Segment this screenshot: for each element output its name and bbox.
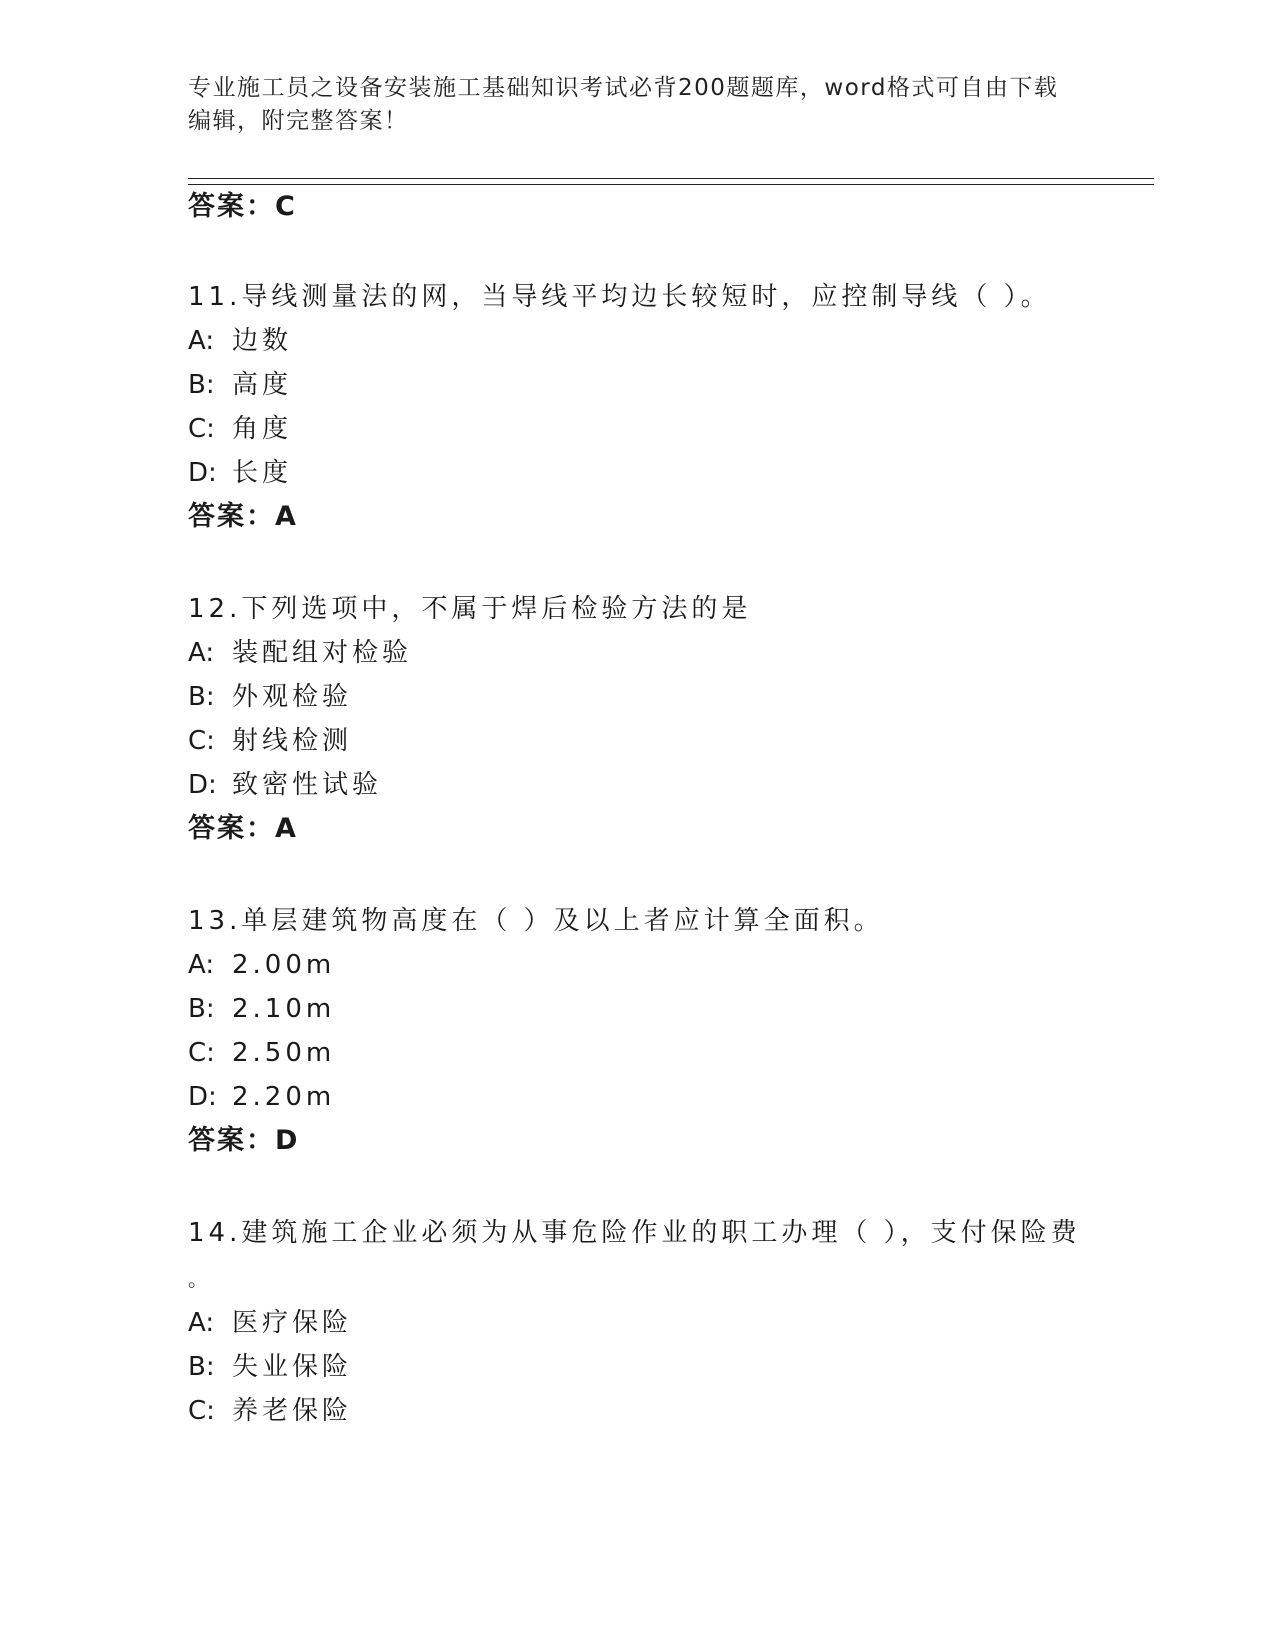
option-key: D: (188, 770, 217, 800)
option-text: 致密性试验 (232, 770, 383, 800)
option-text: 失业保险 (232, 1352, 353, 1382)
option-key: B: (188, 370, 215, 400)
option-key: B: (188, 682, 215, 712)
option-key: A: (188, 1308, 215, 1338)
option-key: C: (188, 1038, 215, 1068)
question-12-option-b (188, 680, 352, 714)
option-text: 射线检测 (232, 726, 353, 756)
question-12-option-c (188, 724, 352, 758)
question-11-option-a (188, 324, 292, 358)
option-text: 2.10m (232, 994, 336, 1024)
header-divider-top (188, 178, 1154, 179)
option-text: 角度 (232, 414, 293, 444)
question-14-stem: 14.建筑施工企业必须为从事危险作业的职工办理（ ），支付保险费 (188, 1218, 1081, 1248)
question-13-option-b (188, 992, 335, 1026)
question-14-option-c (188, 1394, 352, 1428)
option-text: 2.20m (232, 1082, 336, 1112)
option-key: C: (188, 1396, 215, 1426)
question-12-answer: 答案：A (188, 813, 298, 844)
header-title-line-1: 专业施工员之设备安装施工基础知识考试必背200题题库，word格式可自由下载 (188, 75, 1059, 101)
question-11-option-d (188, 456, 292, 490)
option-text: 边数 (232, 326, 293, 356)
option-text: 外观检验 (232, 682, 353, 712)
question-14-stem-continuation: 。 (188, 1267, 212, 1291)
previous-answer: 答案：C (188, 191, 297, 222)
question-13-option-a (188, 948, 335, 982)
question-12-stem: 12.下列选项中，不属于焊后检验方法的是 (188, 594, 752, 624)
option-key: C: (188, 414, 215, 444)
option-key: B: (188, 1352, 215, 1382)
question-11-answer: 答案：A (188, 501, 298, 532)
option-key: A: (188, 638, 215, 668)
question-12-option-a (188, 636, 412, 670)
question-11-option-b (188, 368, 292, 402)
option-key: A: (188, 950, 215, 980)
option-text: 装配组对检验 (232, 638, 413, 668)
option-key: C: (188, 726, 215, 756)
question-11-option-c (188, 412, 292, 446)
header-divider-bottom (188, 184, 1154, 185)
question-14-option-b (188, 1350, 352, 1384)
option-text: 医疗保险 (232, 1308, 353, 1338)
option-key: D: (188, 458, 217, 488)
option-text: 2.00m (232, 950, 336, 980)
header-title-line-2: 编辑，附完整答案！ (188, 108, 409, 134)
option-key: D: (188, 1082, 217, 1112)
option-key: A: (188, 326, 215, 356)
option-key: B: (188, 994, 215, 1024)
option-text: 养老保险 (232, 1396, 353, 1426)
question-14-option-a (188, 1306, 352, 1340)
question-13-answer: 答案：D (188, 1125, 300, 1156)
question-11-stem: 11.导线测量法的网，当导线平均边长较短时，应控制导线（ ）。 (188, 282, 1051, 312)
option-text: 2.50m (232, 1038, 336, 1068)
question-13-option-d (188, 1080, 335, 1114)
document-header (188, 72, 1068, 138)
question-12-option-d (188, 768, 382, 802)
option-text: 高度 (232, 370, 293, 400)
question-13-option-c (188, 1036, 335, 1070)
option-text: 长度 (232, 458, 293, 488)
question-13-stem: 13.单层建筑物高度在（ ）及以上者应计算全面积。 (188, 906, 884, 936)
